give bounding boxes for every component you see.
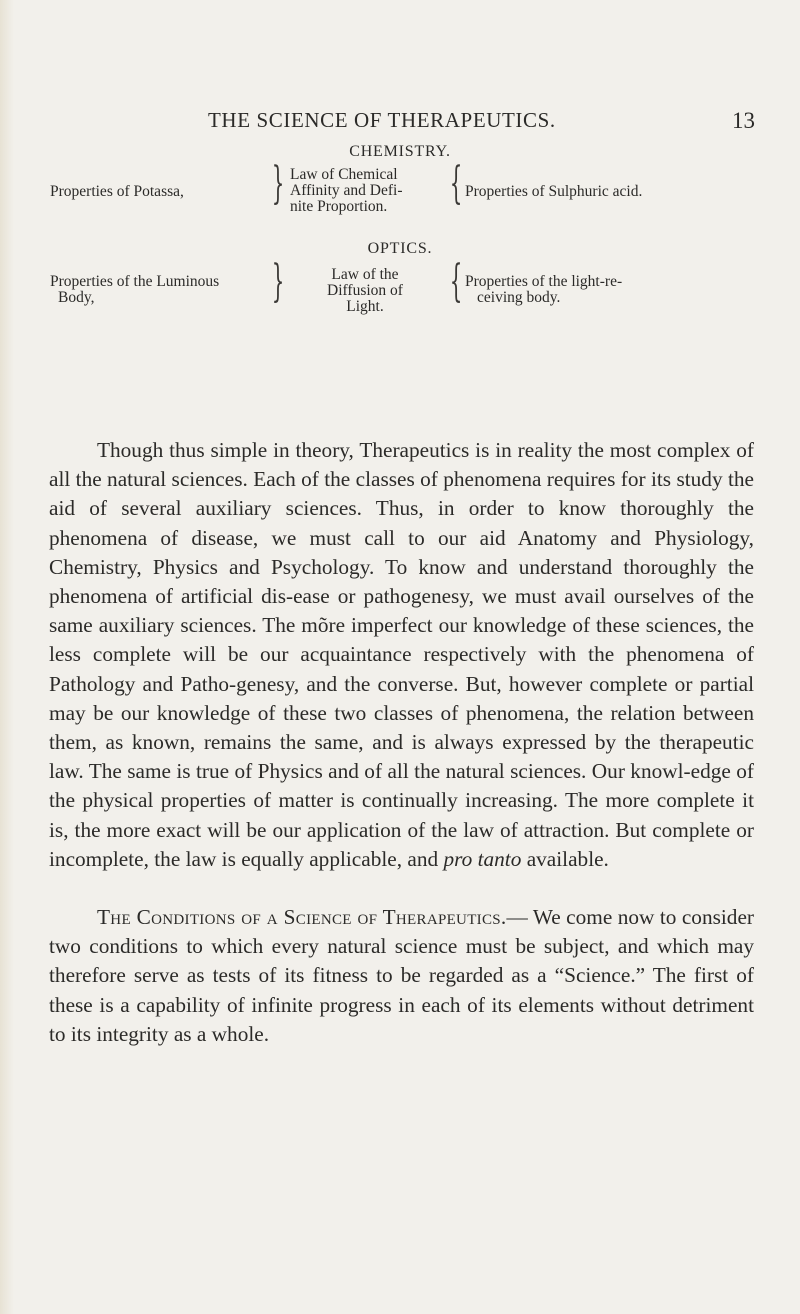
optics-left-line: Body, [58, 289, 95, 306]
chemistry-middle-line: Law of Chemical [290, 166, 398, 183]
optics-left-cell [50, 274, 219, 306]
paragraph [49, 436, 754, 874]
left-brace-icon: } [271, 256, 285, 307]
paragraph-text: available. [526, 846, 609, 871]
running-head-title: THE SCIENCE OF THERAPEUTICS. [208, 108, 556, 132]
optics-right-line: Properties of the light-re- [465, 273, 623, 290]
chemistry-right-cell: Properties of Sulphuric acid. [465, 183, 643, 200]
section-heading: The Conditions of a Science of Therapeutics. [97, 905, 507, 930]
italic-phrase: pro tanto [443, 846, 522, 871]
right-brace-icon: { [449, 158, 463, 209]
optics-middle-line: Diffusion of [327, 282, 403, 299]
page-number: 13 [732, 108, 755, 133]
chemistry-heading: CHEMISTRY. [349, 143, 451, 160]
optics-middle-cell [290, 267, 440, 315]
optics-right-line: ceiving body. [477, 289, 561, 306]
optics-middle-line: Light. [346, 298, 384, 315]
optics-heading: OPTICS. [367, 240, 433, 257]
chemistry-middle-cell [290, 167, 403, 215]
body-text [49, 436, 754, 1049]
paragraph-text: Though thus simple in theory, Therapeutics is in reality the most complex of all the natural sciences. Each of the classes of phenomena requires for its study the aid of several auxiliary sciences. Thus, in order to know thoroughly the phenomena of disease, we must call to our aid Anatomy and Physiology, Chemistry, Physics and Psychology. To know and understand thoroughly the phenomena of artificial dis-ease or pathogenesy, we must avail ourselves of the same auxiliary sciences. The mõre imperfect our knowledge of these sciences, the less complete will be our acquaintance respectively with the phenomena of Pathology and Patho-genesy, and the converse. But, however complete or partial may be our knowledge of these two classes of phenomena, the relation between them, as known, remains the same, and is always expressed by the therapeutic law. The same is true of Physics and of all the natural sciences. Our knowl-edge of the physical properties of matter is continually increasing. The more complete it is, the more exact will be our application of the law of attraction. But complete or incomplete, the law is equally applicable, and [49, 438, 754, 871]
paragraph [49, 903, 754, 1049]
optics-left-line: Properties of the Luminous [50, 273, 220, 290]
right-brace-icon: { [449, 256, 463, 307]
running-head [0, 108, 800, 138]
page-edge [0, 0, 14, 1314]
chemistry-left-cell: Properties of Potassa, [50, 183, 184, 200]
optics-right-cell [465, 274, 622, 306]
optics-middle-line: Law of the [331, 266, 399, 283]
chemistry-middle-line: Affinity and Defi- [290, 182, 403, 199]
chemistry-middle-line: nite Proportion. [290, 198, 388, 215]
left-brace-icon: } [271, 158, 285, 209]
paragraph-text: — We come now to consider two conditions to which every natural science must be subject, and which may therefore serve as tests of its fitness to be regarded as a “Science.” The first of these is a capability of infinite progress in each of its elements without detriment to its integrity as a whole. [49, 905, 755, 1046]
